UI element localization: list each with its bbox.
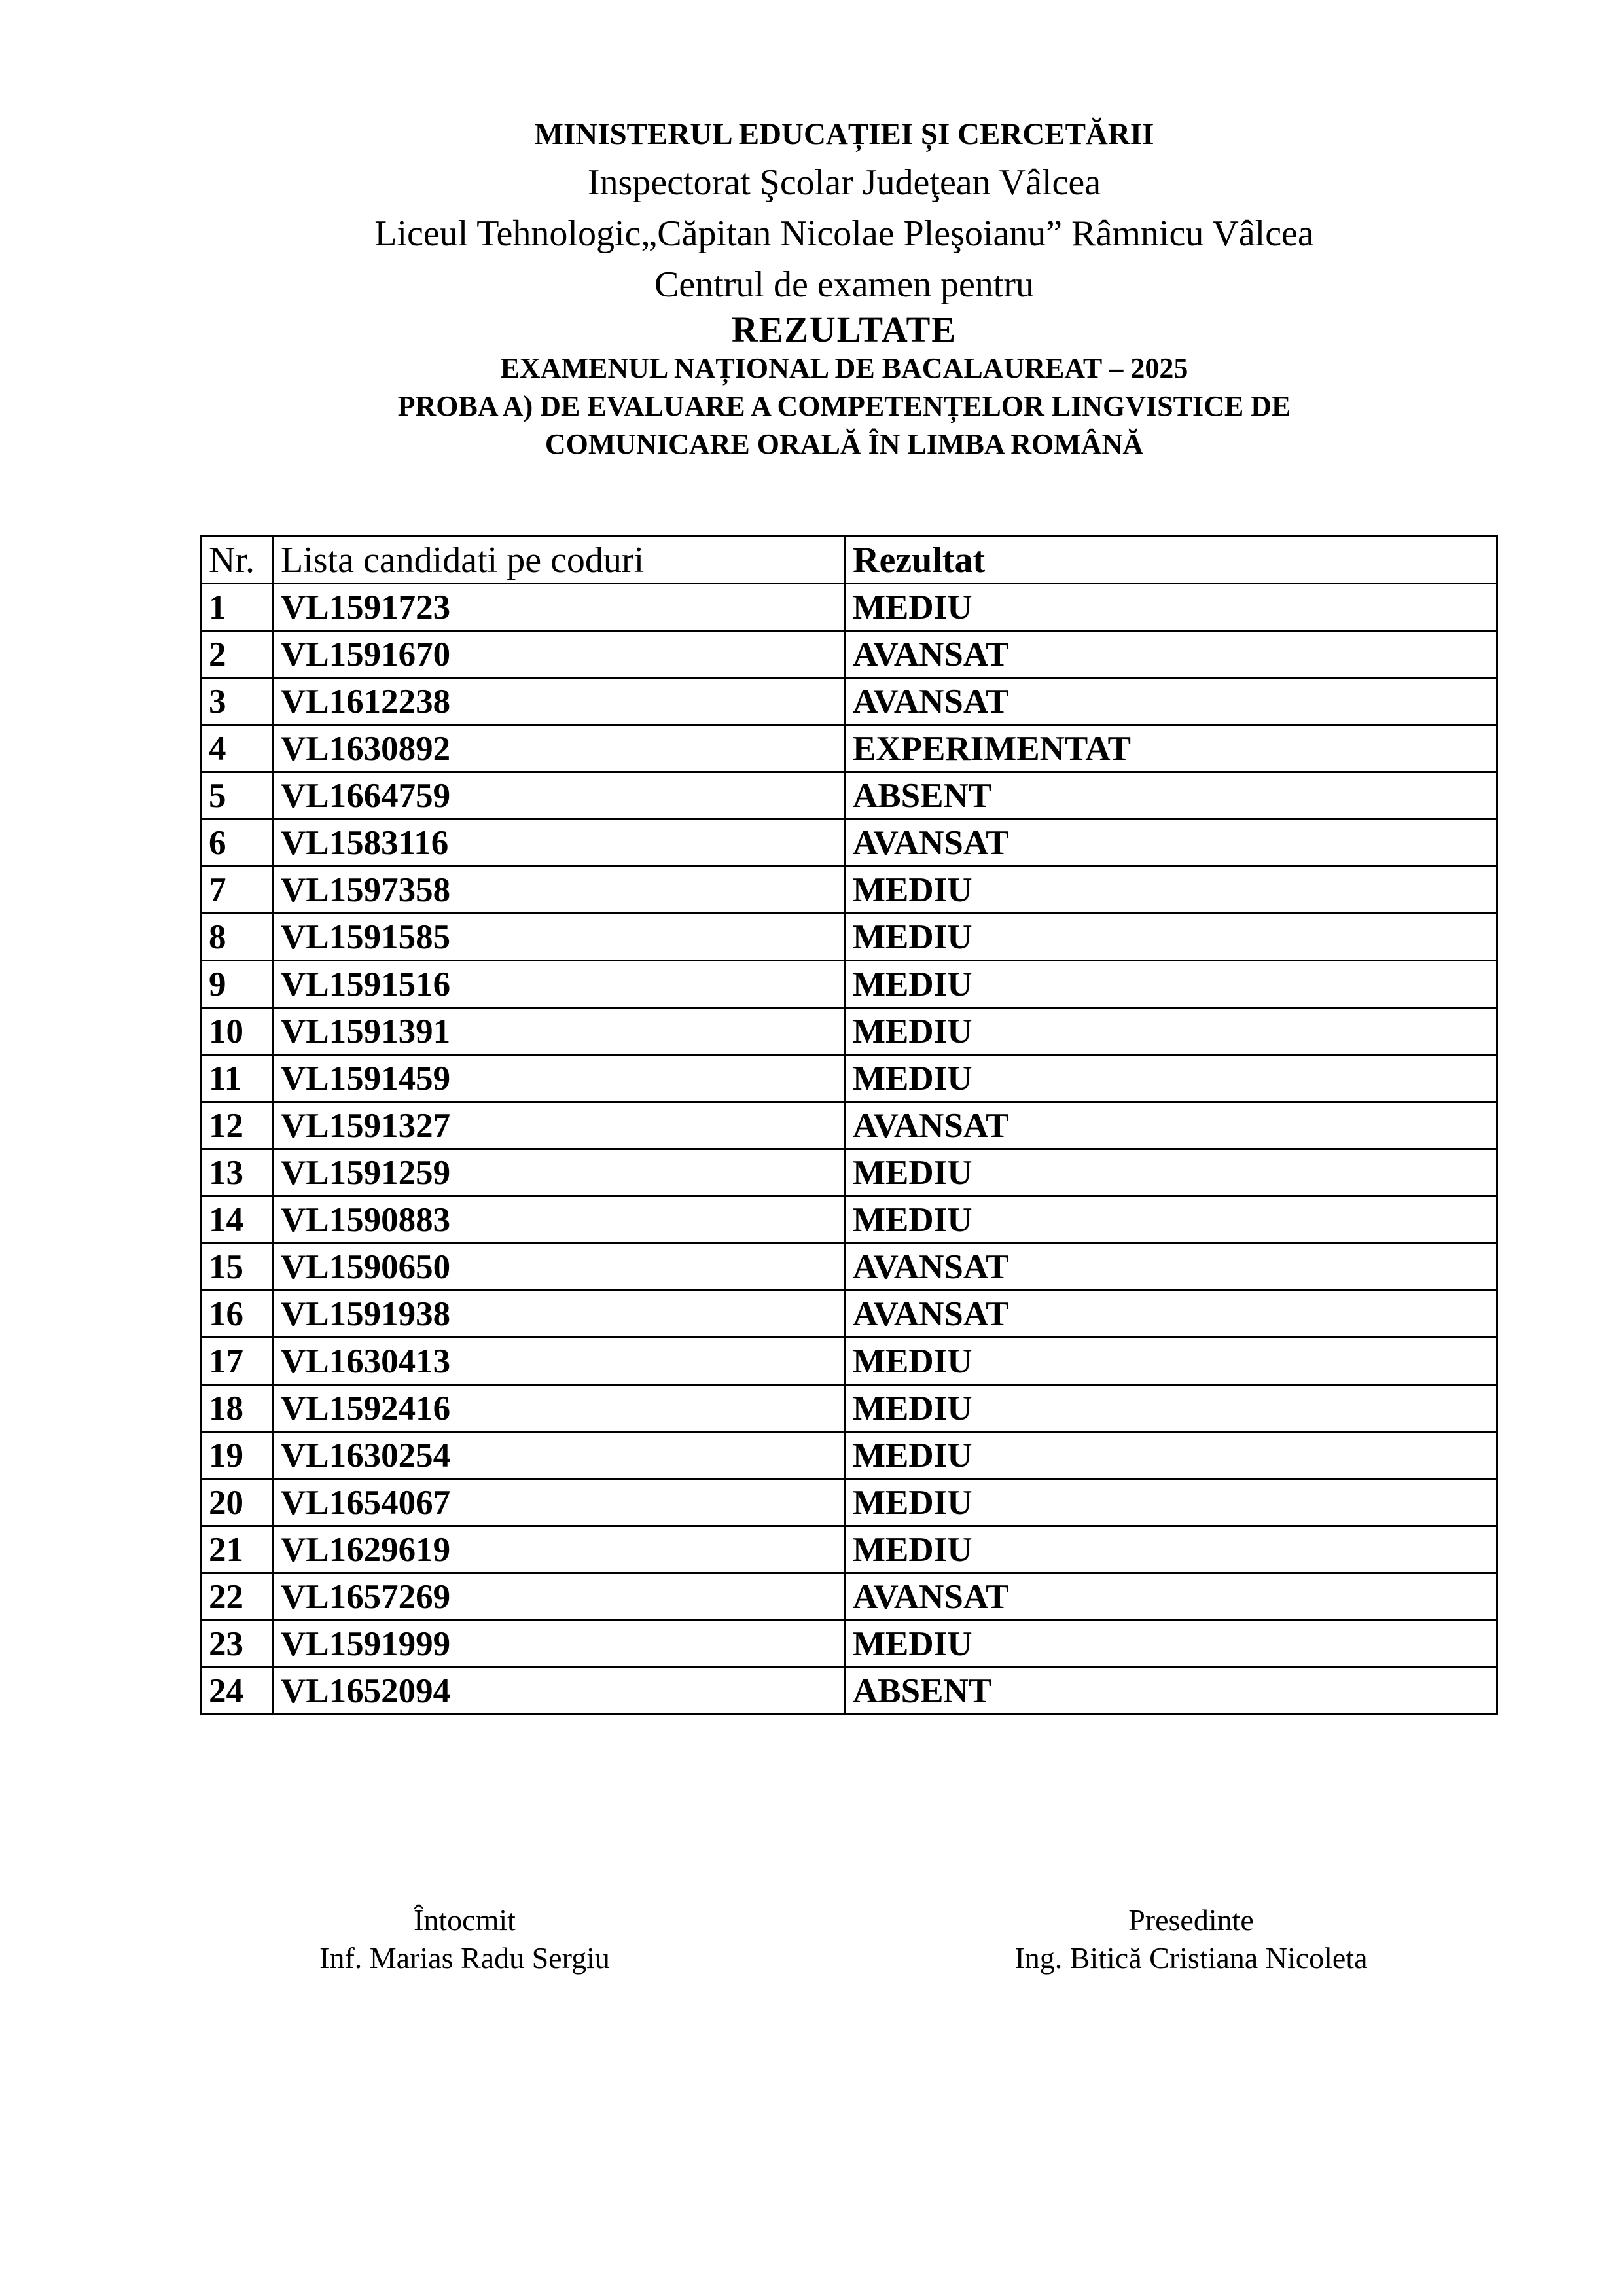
candidate-code: VL1591938: [274, 1291, 846, 1338]
exam-name: EXAMENUL NAȚIONAL DE BACALAUREAT – 2025: [500, 352, 1188, 384]
candidate-code: VL1591459: [274, 1055, 846, 1102]
candidate-code: VL1597358: [274, 867, 846, 914]
prepared-by-name: Inf. Marias Radu Sergiu: [319, 1941, 610, 1975]
candidate-code: VL1590650: [274, 1244, 846, 1291]
result-value: AVANSAT: [846, 1244, 1497, 1291]
candidate-code: VL1592416: [274, 1385, 846, 1432]
result-value: MEDIU: [846, 584, 1497, 631]
table-row: [202, 631, 1497, 678]
president-signature: [995, 1901, 1387, 1977]
row-number: 24: [202, 1668, 274, 1715]
result-value: AVANSAT: [846, 1291, 1497, 1338]
row-number: 18: [202, 1385, 274, 1432]
table-row: [202, 1385, 1497, 1432]
row-number: 20: [202, 1479, 274, 1526]
row-number: 15: [202, 1244, 274, 1291]
result-value: MEDIU: [846, 867, 1497, 914]
president-name: Ing. Bitică Cristiana Nicoleta: [1014, 1941, 1368, 1975]
table-row: [202, 1479, 1497, 1526]
candidate-code: VL1591670: [274, 631, 846, 678]
test-name-line-1: PROBA A) DE EVALUARE A COMPETENȚELOR LINGVISTICE DE: [397, 390, 1291, 422]
row-number: 11: [202, 1055, 274, 1102]
row-number: 16: [202, 1291, 274, 1338]
row-number: 17: [202, 1338, 274, 1385]
table-row: [202, 1244, 1497, 1291]
candidate-code: VL1630254: [274, 1432, 846, 1479]
result-value: EXPERIMENTAT: [846, 725, 1497, 772]
row-number: 10: [202, 1008, 274, 1055]
candidate-code: VL1591585: [274, 914, 846, 961]
row-number: 14: [202, 1196, 274, 1244]
candidate-code: VL1654067: [274, 1479, 846, 1526]
column-header-result: Rezultat: [846, 537, 1497, 584]
row-number: 8: [202, 914, 274, 961]
candidate-code: VL1630413: [274, 1338, 846, 1385]
result-value: MEDIU: [846, 1621, 1497, 1668]
prepared-by-role: Întocmit: [414, 1903, 516, 1937]
result-value: MEDIU: [846, 914, 1497, 961]
ministry-title: MINISTERUL EDUCAȚIEI ȘI CERCETĂRII: [534, 117, 1154, 151]
row-number: 21: [202, 1526, 274, 1573]
result-value: MEDIU: [846, 1149, 1497, 1196]
row-number: 7: [202, 867, 274, 914]
results-table-body: [202, 584, 1497, 1715]
result-value: MEDIU: [846, 1055, 1497, 1102]
result-value: MEDIU: [846, 1338, 1497, 1385]
result-value: MEDIU: [846, 1526, 1497, 1573]
column-header-candidates: Lista candidati pe coduri: [274, 537, 846, 584]
candidate-code: VL1591999: [274, 1621, 846, 1668]
exam-center-label: Centrul de examen pentru: [654, 264, 1034, 305]
column-header-nr: Nr.: [202, 537, 274, 584]
result-value: MEDIU: [846, 1385, 1497, 1432]
table-row: [202, 1621, 1497, 1668]
result-value: AVANSAT: [846, 819, 1497, 867]
row-number: 23: [202, 1621, 274, 1668]
table-row: [202, 725, 1497, 772]
result-value: MEDIU: [846, 1432, 1497, 1479]
result-value: AVANSAT: [846, 1102, 1497, 1149]
table-row: [202, 961, 1497, 1008]
prepared-by-signature: [301, 1901, 628, 1977]
candidate-code: VL1591391: [274, 1008, 846, 1055]
table-row: [202, 1526, 1497, 1573]
results-table: [200, 535, 1498, 1715]
table-row: [202, 1008, 1497, 1055]
table-row: [202, 914, 1497, 961]
candidate-code: VL1591259: [274, 1149, 846, 1196]
candidate-code: VL1657269: [274, 1573, 846, 1621]
row-number: 3: [202, 678, 274, 725]
candidate-code: VL1591516: [274, 961, 846, 1008]
row-number: 5: [202, 772, 274, 819]
result-value: MEDIU: [846, 1479, 1497, 1526]
row-number: 12: [202, 1102, 274, 1149]
candidate-code: VL1583116: [274, 819, 846, 867]
row-number: 4: [202, 725, 274, 772]
row-number: 19: [202, 1432, 274, 1479]
candidate-code: VL1652094: [274, 1668, 846, 1715]
table-row: [202, 772, 1497, 819]
table-row: [202, 1291, 1497, 1338]
test-name-line-2: COMUNICARE ORALĂ ÎN LIMBA ROMÂNĂ: [544, 428, 1144, 460]
inspectorate-name: Inspectorat Şcolar Judeţean Vâlcea: [587, 162, 1101, 203]
result-value: ABSENT: [846, 1668, 1497, 1715]
table-row: [202, 1573, 1497, 1621]
table-row: [202, 678, 1497, 725]
school-name: Liceul Tehnologic„Căpitan Nicolae Pleşoianu” Râmnicu Vâlcea: [374, 213, 1314, 254]
table-row: [202, 1432, 1497, 1479]
table-row: [202, 1338, 1497, 1385]
table-row: [202, 867, 1497, 914]
row-number: 1: [202, 584, 274, 631]
candidate-code: VL1629619: [274, 1526, 846, 1573]
row-number: 22: [202, 1573, 274, 1621]
row-number: 6: [202, 819, 274, 867]
table-row: [202, 1149, 1497, 1196]
table-row: [202, 584, 1497, 631]
table-row: [202, 1055, 1497, 1102]
table-row: [202, 1196, 1497, 1244]
table-header-row: [202, 537, 1497, 584]
result-value: MEDIU: [846, 961, 1497, 1008]
result-value: AVANSAT: [846, 1573, 1497, 1621]
candidate-code: VL1591723: [274, 584, 846, 631]
candidate-code: VL1664759: [274, 772, 846, 819]
candidate-code: VL1590883: [274, 1196, 846, 1244]
candidate-code: VL1612238: [274, 678, 846, 725]
result-value: MEDIU: [846, 1008, 1497, 1055]
table-row: [202, 819, 1497, 867]
candidate-code: VL1630892: [274, 725, 846, 772]
table-row: [202, 1668, 1497, 1715]
result-value: AVANSAT: [846, 678, 1497, 725]
result-value: AVANSAT: [846, 631, 1497, 678]
candidate-code: VL1591327: [274, 1102, 846, 1149]
table-row: [202, 1102, 1497, 1149]
row-number: 9: [202, 961, 274, 1008]
results-title: REZULTATE: [731, 310, 957, 350]
result-value: MEDIU: [846, 1196, 1497, 1244]
row-number: 13: [202, 1149, 274, 1196]
row-number: 2: [202, 631, 274, 678]
document-header: [0, 111, 1623, 463]
result-value: ABSENT: [846, 772, 1497, 819]
president-role: Presedinte: [1128, 1903, 1254, 1937]
